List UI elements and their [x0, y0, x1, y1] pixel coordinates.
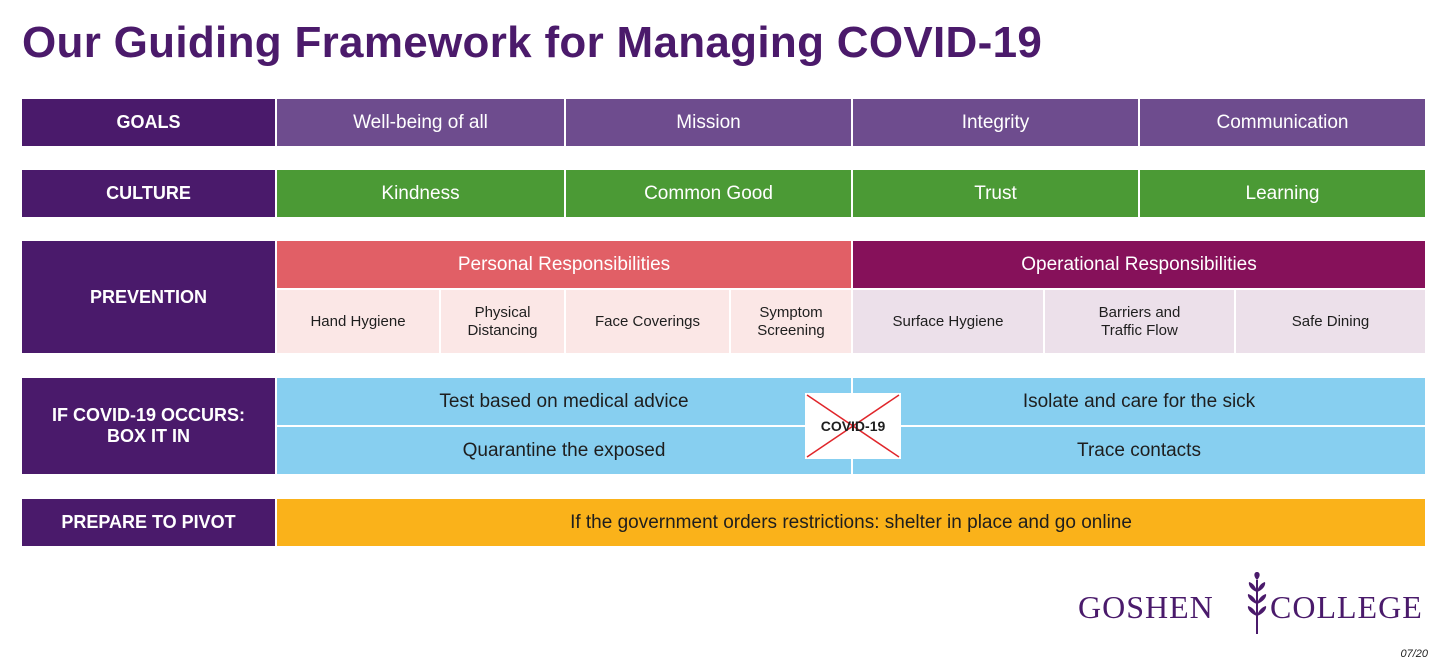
goal-well-being: Well-being of all: [277, 99, 564, 146]
wheat-leaf-icon: [1244, 572, 1270, 636]
culture-common-good: Common Good: [566, 170, 851, 217]
pivot-instruction: If the government orders restrictions: shelter in place and go online: [277, 499, 1425, 546]
row-label-prevention: PREVENTION: [22, 241, 275, 353]
logo-word-college: COLLEGE: [1270, 589, 1423, 625]
culture-learning: Learning: [1140, 170, 1425, 217]
box-trace-contacts: Trace contacts: [853, 427, 1425, 474]
box-isolate-care-sick: Isolate and care for the sick: [853, 378, 1425, 425]
page-title: Our Guiding Framework for Managing COVID-19: [22, 18, 1043, 67]
operational-responsibilities-heading: Operational Responsibilities: [853, 241, 1425, 288]
covid-center-label: COVID-19: [820, 418, 886, 434]
goal-mission: Mission: [566, 99, 851, 146]
box-test-medical-advice: Test based on medical advice: [277, 378, 851, 425]
row-label-box-it-in: IF COVID-19 OCCURS: BOX IT IN: [22, 378, 275, 474]
row-label-prepare-to-pivot: PREPARE TO PIVOT: [22, 499, 275, 546]
goshen-college-logo: [1078, 572, 1428, 636]
date-stamp: 07/20: [1400, 648, 1428, 660]
personal-item-hand-hygiene: Hand Hygiene: [277, 290, 439, 353]
box-quarantine-exposed: Quarantine the exposed: [277, 427, 851, 474]
goal-communication: Communication: [1140, 99, 1425, 146]
covid-boxed-center: [805, 393, 901, 459]
logo-word-goshen: GOSHEN: [1078, 589, 1214, 625]
goal-integrity: Integrity: [853, 99, 1138, 146]
row-label-goals: GOALS: [22, 99, 275, 146]
personal-responsibilities-heading: Personal Responsibilities: [277, 241, 851, 288]
operational-item-safe-dining: Safe Dining: [1236, 290, 1425, 353]
row-label-culture: CULTURE: [22, 170, 275, 217]
culture-trust: Trust: [853, 170, 1138, 217]
personal-item-symptom-screening: Symptom Screening: [731, 290, 851, 353]
personal-item-face-coverings: Face Coverings: [566, 290, 729, 353]
culture-kindness: Kindness: [277, 170, 564, 217]
operational-item-surface-hygiene: Surface Hygiene: [853, 290, 1043, 353]
personal-item-physical-distancing: Physical Distancing: [441, 290, 564, 353]
operational-item-barriers-traffic-flow: Barriers and Traffic Flow: [1045, 290, 1234, 353]
